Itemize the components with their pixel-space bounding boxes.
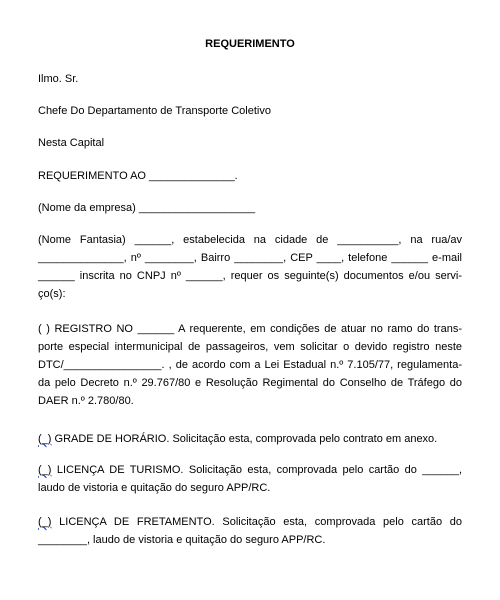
checkbox-mark: (_) [38,433,52,445]
intro-line: (Nome Fantasia) ______, estabelecida na cidade de __________, na rua/av [38,234,462,246]
checkbox-mark: (_) [38,464,52,476]
registro-line: porte especial intermunicipal de passageiros, vem solicitar o devido registro neste [38,341,462,353]
turismo-item [38,461,462,497]
recipient: Chefe Do Departamento de Transporte Coletivo [38,105,271,117]
checkbox-mark: (_) [38,516,52,528]
intro-line: ço(s): [38,288,66,300]
registro-line: da pelo Decreto n.º 29.767/80 e Resolução Regimental do Conselho de Tráfego do [38,377,462,389]
turismo-line-2: laudo de vistoria e quitação do seguro APP/RC. [38,482,271,494]
location: Nesta Capital [38,137,105,149]
grade-text: GRADE DE HORÁRIO. Solicitação esta, comprovada pelo contrato em anexo. [51,433,438,445]
grade-item [38,432,437,446]
fretamento-line-1 [38,513,462,531]
fretamento-text: LICENÇA DE FRETAMENTO. Solicitação esta, comprovada pelo cartão do [51,516,462,528]
registro-line: DTC/________________. , de acordo com a Lei Estadual n.º 7.105/77, regulamenta- [38,359,462,371]
intro-paragraph [38,231,462,303]
fretamento-line-2: ________, laudo de vistoria e quitação do seguro APP/RC. [38,534,326,546]
registro-paragraph [38,320,462,410]
company-name: (Nome da empresa) ___________________ [38,202,256,214]
intro-line: ______ inscrita no CNPJ nº ______, requer os seguinte(s) documentos e/ou servi- [38,270,462,282]
request-to: REQUERIMENTO AO ______________. [38,170,238,182]
salutation: Ilmo. Sr. [38,73,79,85]
turismo-text: LICENÇA DE TURISMO. Solicitação esta, comprovada pelo cartão do ______, [51,464,462,476]
intro-line: ______________, nº ________, Bairro ________, CEP ____, telefone ______ e-mail [38,252,462,264]
registro-line: ( ) REGISTRO NO ______ A requerente, em condições de atuar no ramo do trans- [38,323,462,335]
document-title: REQUERIMENTO [205,38,295,50]
fretamento-item [38,513,462,549]
turismo-line-1 [38,461,462,479]
registro-line: DAER n.º 2.780/80. [38,395,134,407]
